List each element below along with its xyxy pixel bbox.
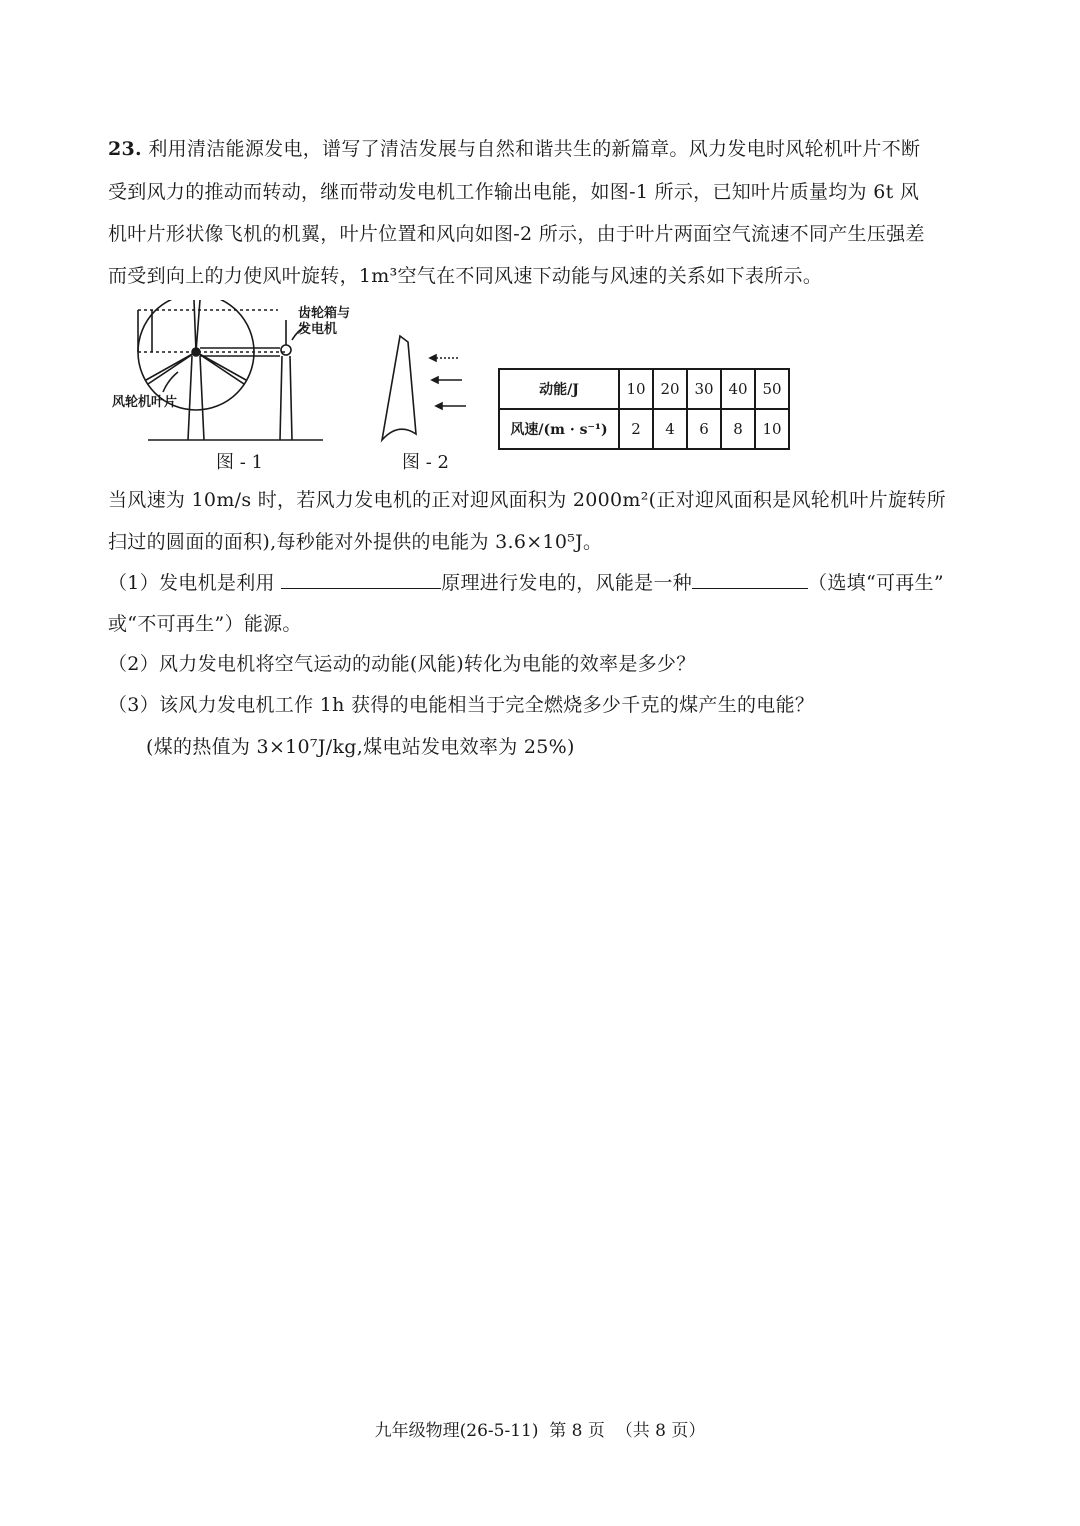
table-cell: 40	[721, 369, 755, 409]
gearbox-label: 齿轮箱与 发电机	[298, 306, 351, 337]
figure-2-caption: 图 - 2	[402, 452, 449, 473]
page-footer: 九年级物理(26-5-11) 第 8 页 （共 8 页）	[374, 1421, 706, 1441]
figure-1-caption: 图 - 1	[216, 452, 263, 473]
question-number: 23.	[108, 138, 142, 160]
table-cell: 30	[687, 369, 721, 409]
figure-1-wind-turbine	[108, 300, 378, 475]
coal-note: (煤的热值为 3×10⁷J/kg,煤电站发电效率为 25%)	[146, 736, 575, 758]
table-row	[499, 369, 789, 409]
table-row	[499, 409, 789, 449]
intro-line-1: 23. 利用清洁能源发电，谱写了清洁发展与自然和谐共生的新篇章。风力发电时风轮机叶片不断	[108, 138, 921, 160]
intro-line-3: 机叶片形状像飞机的机翼，叶片位置和风向如图-2 所示，由于叶片两面空气流速不同产生压强差	[108, 223, 925, 245]
sub-question-2: （2）风力发电机将空气运动的动能(风能)转化为电能的效率是多少？	[108, 653, 696, 675]
table-cell: 10	[755, 409, 789, 449]
figure-2-blade	[370, 322, 480, 475]
sub-question-1: （1）发电机是利用 原理进行发电的，风能是一种 （选填“可再生”	[108, 572, 944, 594]
intro-line-4: 而受到向上的力使风叶旋转，1m³空气在不同风速下动能与风速的关系如下表所示。	[108, 265, 823, 287]
blade-label: 风轮机叶片	[112, 395, 178, 410]
answer-blank-principle[interactable]	[281, 570, 441, 589]
table-cell: 8	[721, 409, 755, 449]
intro-line-2: 受到风力的推动而转动，继而带动发电机工作输出电能，如图-1 所示，已知叶片质量均为 6t 风	[108, 181, 920, 203]
table-cell: 6	[687, 409, 721, 449]
table-cell: 2	[619, 409, 653, 449]
table-cell: 4	[653, 409, 687, 449]
answer-blank-energy-type[interactable]	[692, 570, 808, 589]
table-header-energy: 动能/J	[499, 369, 619, 409]
sub-question-1-cont: 或“不可再生”）能源。	[108, 613, 302, 635]
table-cell: 20	[653, 369, 687, 409]
table-header-wind-speed: 风速/(m · s⁻¹)	[499, 409, 619, 449]
condition-line-1: 当风速为 10m/s 时，若风力发电机的正对迎风面积为 2000m²(正对迎风面积是风轮机叶片旋转所	[108, 489, 946, 511]
kinetic-energy-wind-speed-table	[498, 368, 790, 450]
blade-profile-drawing	[370, 322, 480, 452]
table-cell: 10	[619, 369, 653, 409]
table-cell: 50	[755, 369, 789, 409]
condition-line-2: 扫过的圆面的面积),每秒能对外提供的电能为 3.6×10⁵J。	[108, 531, 603, 553]
sub-question-3: （3）该风力发电机工作 1h 获得的电能相当于完全燃烧多少千克的煤产生的电能？	[108, 694, 815, 716]
